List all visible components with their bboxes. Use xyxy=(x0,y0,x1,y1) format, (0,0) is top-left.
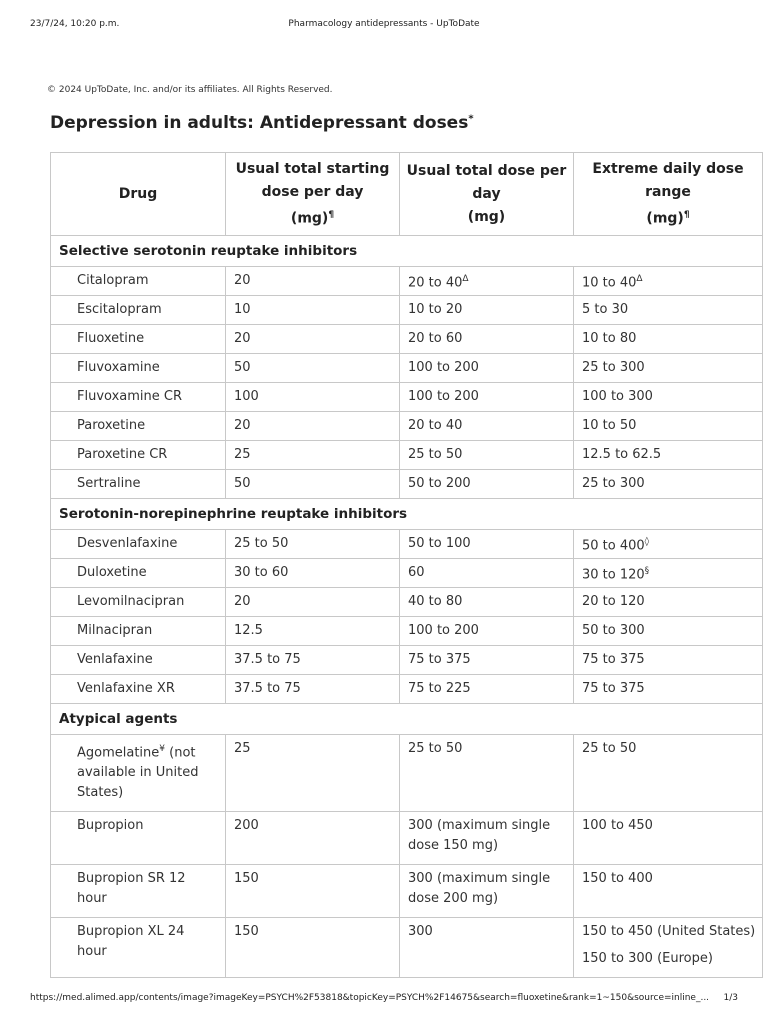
drug-cell: Paroxetine xyxy=(51,412,226,441)
starting-dose-cell: 30 to 60 xyxy=(226,559,400,588)
extreme-dose-cell: 50 to 300 xyxy=(574,617,763,646)
antidepressant-dose-table xyxy=(50,152,763,978)
table-header-row xyxy=(51,153,763,236)
extreme-dose-cell: 100 to 300 xyxy=(574,383,763,412)
drug-cell: Sertraline xyxy=(51,470,226,499)
section-row-snri xyxy=(51,499,763,530)
usual-dose-cell: 300 (maximum single dose 200 mg) xyxy=(400,865,574,918)
usual-dose-cell: 40 to 80 xyxy=(400,588,574,617)
table-row xyxy=(51,918,763,978)
starting-dose-cell: 10 xyxy=(226,296,400,325)
print-page-number: 1/3 xyxy=(723,993,738,1003)
starting-dose-cell: 25 to 50 xyxy=(226,530,400,559)
extreme-dose-cell: 75 to 375 xyxy=(574,675,763,704)
header-extreme-dose: Extreme daily dose range (mg)¶ xyxy=(574,153,763,236)
usual-dose-cell: 75 to 375 xyxy=(400,646,574,675)
starting-dose-cell: 50 xyxy=(226,470,400,499)
usual-dose-cell: 10 to 20 xyxy=(400,296,574,325)
table-row xyxy=(51,441,763,470)
usual-dose-cell: 100 to 200 xyxy=(400,383,574,412)
extreme-dose-cell: 10 to 50 xyxy=(574,412,763,441)
section-title: Serotonin-norepinephrine reuptake inhibitors xyxy=(51,499,763,530)
usual-dose-cell: 20 to 60 xyxy=(400,325,574,354)
usual-dose-cell: 25 to 50 xyxy=(400,441,574,470)
section-row-ssri xyxy=(51,236,763,267)
usual-dose-cell: 25 to 50 xyxy=(400,735,574,812)
extreme-dose-cell: 10 to $40^\Delta$ xyxy=(574,267,763,296)
table-row xyxy=(51,559,763,588)
extreme-dose-cell: 100 to 450 xyxy=(574,812,763,865)
drug-cell: Fluoxetine xyxy=(51,325,226,354)
table-row xyxy=(51,735,763,812)
table-row xyxy=(51,383,763,412)
drug-cell: Escitalopram xyxy=(51,296,226,325)
extreme-dose-cell: 12.5 to 62.5 xyxy=(574,441,763,470)
section-row-atypical xyxy=(51,704,763,735)
drug-cell: Fluvoxamine CR xyxy=(51,383,226,412)
header-starting-dose: Usual total starting dose per day (mg)¶ xyxy=(226,153,400,236)
drug-cell: Bupropion XL 24 hour xyxy=(51,918,226,978)
extreme-dose-cell: 30 to 120§ xyxy=(574,559,763,588)
starting-dose-cell: 150 xyxy=(226,918,400,978)
usual-dose-cell: 20 to 40 xyxy=(400,412,574,441)
starting-dose-cell: 37.5 to 75 xyxy=(226,675,400,704)
table-row xyxy=(51,865,763,918)
section-title: Atypical agents xyxy=(51,704,763,735)
footnote-mark: Δ xyxy=(636,273,643,284)
print-url: https://med.alimed.app/contents/image?imageKey=PSYCH%2F53818&topicKey=PSYCH%2F14675&search=fluoxetine&rank=1~150&source=inline_... xyxy=(30,993,710,1003)
table-row xyxy=(51,267,763,296)
starting-dose-cell: 20 xyxy=(226,588,400,617)
drug-cell: Venlafaxine XR xyxy=(51,675,226,704)
starting-dose-cell: 100 xyxy=(226,383,400,412)
copyright-notice: © 2024 UpToDate, Inc. and/or its affiliates. All Rights Reserved. xyxy=(47,85,333,95)
usual-dose-cell: 60 xyxy=(400,559,574,588)
ssri-rows xyxy=(51,267,763,499)
dose-table-container xyxy=(50,152,756,967)
table-row xyxy=(51,325,763,354)
header-usual-dose: Usual total dose per day (mg) xyxy=(400,153,574,236)
starting-dose-cell: 200 xyxy=(226,812,400,865)
footnote-mark: Δ xyxy=(462,273,469,284)
table-row xyxy=(51,296,763,325)
starting-dose-cell: 150 xyxy=(226,865,400,918)
usual-dose-cell: 20 to $40^\Delta$ xyxy=(400,267,574,296)
drug-cell: Milnacipran xyxy=(51,617,226,646)
drug-cell: Levomilnacipran xyxy=(51,588,226,617)
extreme-dose-cell: 25 to 300 xyxy=(574,470,763,499)
header-drug: Drug xyxy=(51,153,226,236)
table-row xyxy=(51,675,763,704)
extreme-dose-cell: 150 to 450 (United States) 150 to 300 (Europe) xyxy=(574,918,763,978)
table-row xyxy=(51,412,763,441)
footnote-mark: § xyxy=(644,565,650,576)
table-row xyxy=(51,470,763,499)
drug-cell: Agomelatine¥ (not available in United States) xyxy=(51,735,226,812)
drug-cell: Desvenlafaxine xyxy=(51,530,226,559)
usual-dose-cell: 300 (maximum single dose 150 mg) xyxy=(400,812,574,865)
table-row xyxy=(51,530,763,559)
table-row xyxy=(51,588,763,617)
starting-dose-cell: 20 xyxy=(226,325,400,354)
starting-dose-cell: 20 xyxy=(226,412,400,441)
drug-cell: Venlafaxine xyxy=(51,646,226,675)
usual-dose-cell: 50 to 100 xyxy=(400,530,574,559)
starting-dose-cell: 20 xyxy=(226,267,400,296)
print-footer xyxy=(30,993,738,1007)
usual-dose-cell: 100 to 200 xyxy=(400,354,574,383)
print-datetime: 23/7/24, 10:20 p.m. xyxy=(30,19,120,29)
drug-cell: Citalopram xyxy=(51,267,226,296)
snri-rows xyxy=(51,530,763,704)
drug-cell: Bupropion xyxy=(51,812,226,865)
starting-dose-cell: 25 xyxy=(226,735,400,812)
usual-dose-cell: 50 to 200 xyxy=(400,470,574,499)
table-row xyxy=(51,617,763,646)
extreme-dose-cell: 25 to 50 xyxy=(574,735,763,812)
starting-dose-cell: 25 xyxy=(226,441,400,470)
usual-dose-cell: 300 xyxy=(400,918,574,978)
usual-dose-cell: 100 to 200 xyxy=(400,617,574,646)
extreme-dose-cell: 25 to 300 xyxy=(574,354,763,383)
extreme-dose-cell: 10 to 80 xyxy=(574,325,763,354)
page-title xyxy=(50,113,474,133)
starting-dose-cell: 50 xyxy=(226,354,400,383)
starting-dose-cell: 37.5 to 75 xyxy=(226,646,400,675)
extreme-dose-cell: 5 to 30 xyxy=(574,296,763,325)
page-title-text: Depression in adults: Antidepressant doses xyxy=(50,113,469,133)
drug-cell: Bupropion SR 12 hour xyxy=(51,865,226,918)
section-title: Selective serotonin reuptake inhibitors xyxy=(51,236,763,267)
extreme-dose-cell: 50 to 400◊ xyxy=(574,530,763,559)
drug-cell: Fluvoxamine xyxy=(51,354,226,383)
starting-dose-cell: 12.5 xyxy=(226,617,400,646)
usual-dose-cell: 75 to 225 xyxy=(400,675,574,704)
drug-cell: Duloxetine xyxy=(51,559,226,588)
extreme-dose-cell: 75 to 375 xyxy=(574,646,763,675)
footnote-mark: ◊ xyxy=(644,536,650,547)
print-header xyxy=(30,19,738,33)
extreme-dose-cell: 150 to 400 xyxy=(574,865,763,918)
title-footnote-mark: * xyxy=(468,113,474,125)
table-row xyxy=(51,646,763,675)
print-page-title: Pharmacology antidepressants - UpToDate xyxy=(288,19,480,29)
table-row xyxy=(51,354,763,383)
drug-cell: Paroxetine CR xyxy=(51,441,226,470)
table-row xyxy=(51,812,763,865)
extreme-dose-cell: 20 to 120 xyxy=(574,588,763,617)
